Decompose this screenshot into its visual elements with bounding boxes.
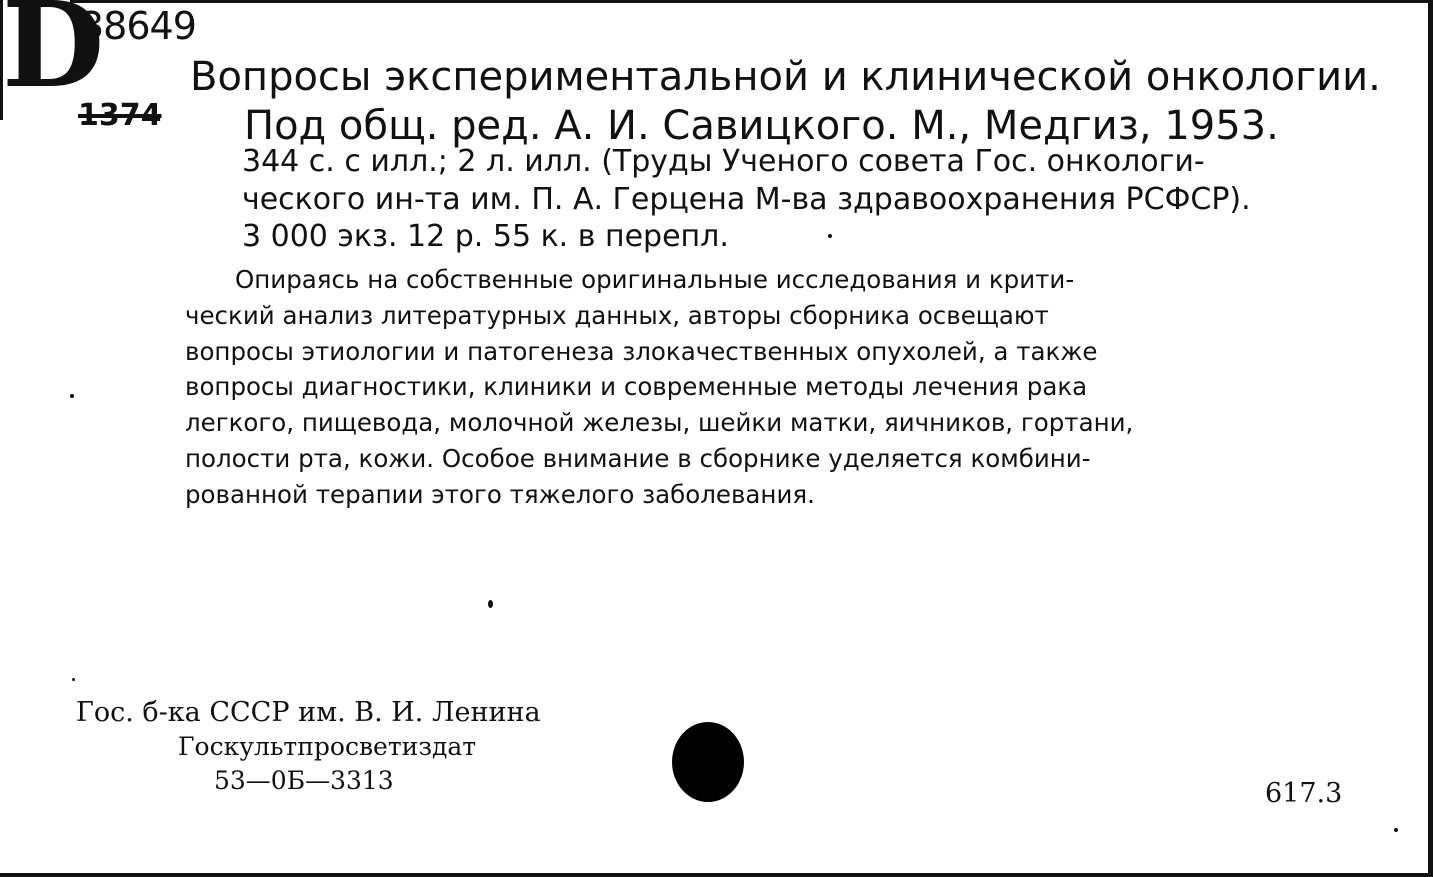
punch-hole <box>672 722 744 802</box>
meta-line-1: 344 с. с илл.; 2 л. илл. (Труды Ученого совета Гос. онкологи- <box>242 144 1205 179</box>
annotation-line: рованной терапии этого тяжелого заболевания. <box>185 479 815 509</box>
title-line-1: Вопросы экспериментальной и клинической онкологии. <box>190 54 1381 100</box>
annotation-line: легкого, пищевода, молочной железы, шейки матки, яичников, гортани, <box>185 408 1134 438</box>
ink-speck <box>1394 828 1398 832</box>
ink-speck <box>70 394 74 398</box>
annotation-line: вопросы этиологии и патогенеза злокачественных опухолей, а также <box>185 336 1098 366</box>
annotation-line: полости рта, кожи. Особое внимание в сборнике уделяется комбини- <box>185 443 1091 473</box>
struck-number: 1374 <box>78 98 162 133</box>
annotation-line: вопросы диагностики, клиники и современные методы лечения рака <box>185 372 1088 402</box>
handwritten-number: 38649 <box>80 4 196 48</box>
title-line-2: Под общ. ред. А. И. Савицкого. М., Медгиз, 1953. <box>244 103 1279 149</box>
catalog-letter: D <box>2 0 105 114</box>
annotation-line: Опираясь на собственные оригинальные исследования и крити- <box>235 265 1075 294</box>
ink-speck <box>488 600 493 608</box>
annotation <box>185 262 1350 513</box>
ink-speck <box>72 678 75 681</box>
card-border-bottom <box>0 873 1433 877</box>
order-number: 53—0Б—3313 <box>214 766 394 795</box>
card-border-right <box>1428 0 1433 877</box>
publisher-line: Госкультпросветиздат <box>178 732 477 761</box>
classification-code: 617.3 <box>1265 778 1343 809</box>
ink-speck <box>828 234 832 238</box>
annotation-line: ческий анализ литературных данных, авторы сборника освещают <box>185 300 1049 330</box>
meta-line-2: ческого ин-та им. П. А. Герцена М-ва здравоохранения РСФСР). <box>242 182 1251 217</box>
meta-line-3: 3 000 экз. 12 р. 55 к. в перепл. <box>242 219 729 254</box>
library-line: Гос. б-ка СССР им. В. И. Ленина <box>76 697 541 728</box>
card-border-top <box>70 0 1433 3</box>
